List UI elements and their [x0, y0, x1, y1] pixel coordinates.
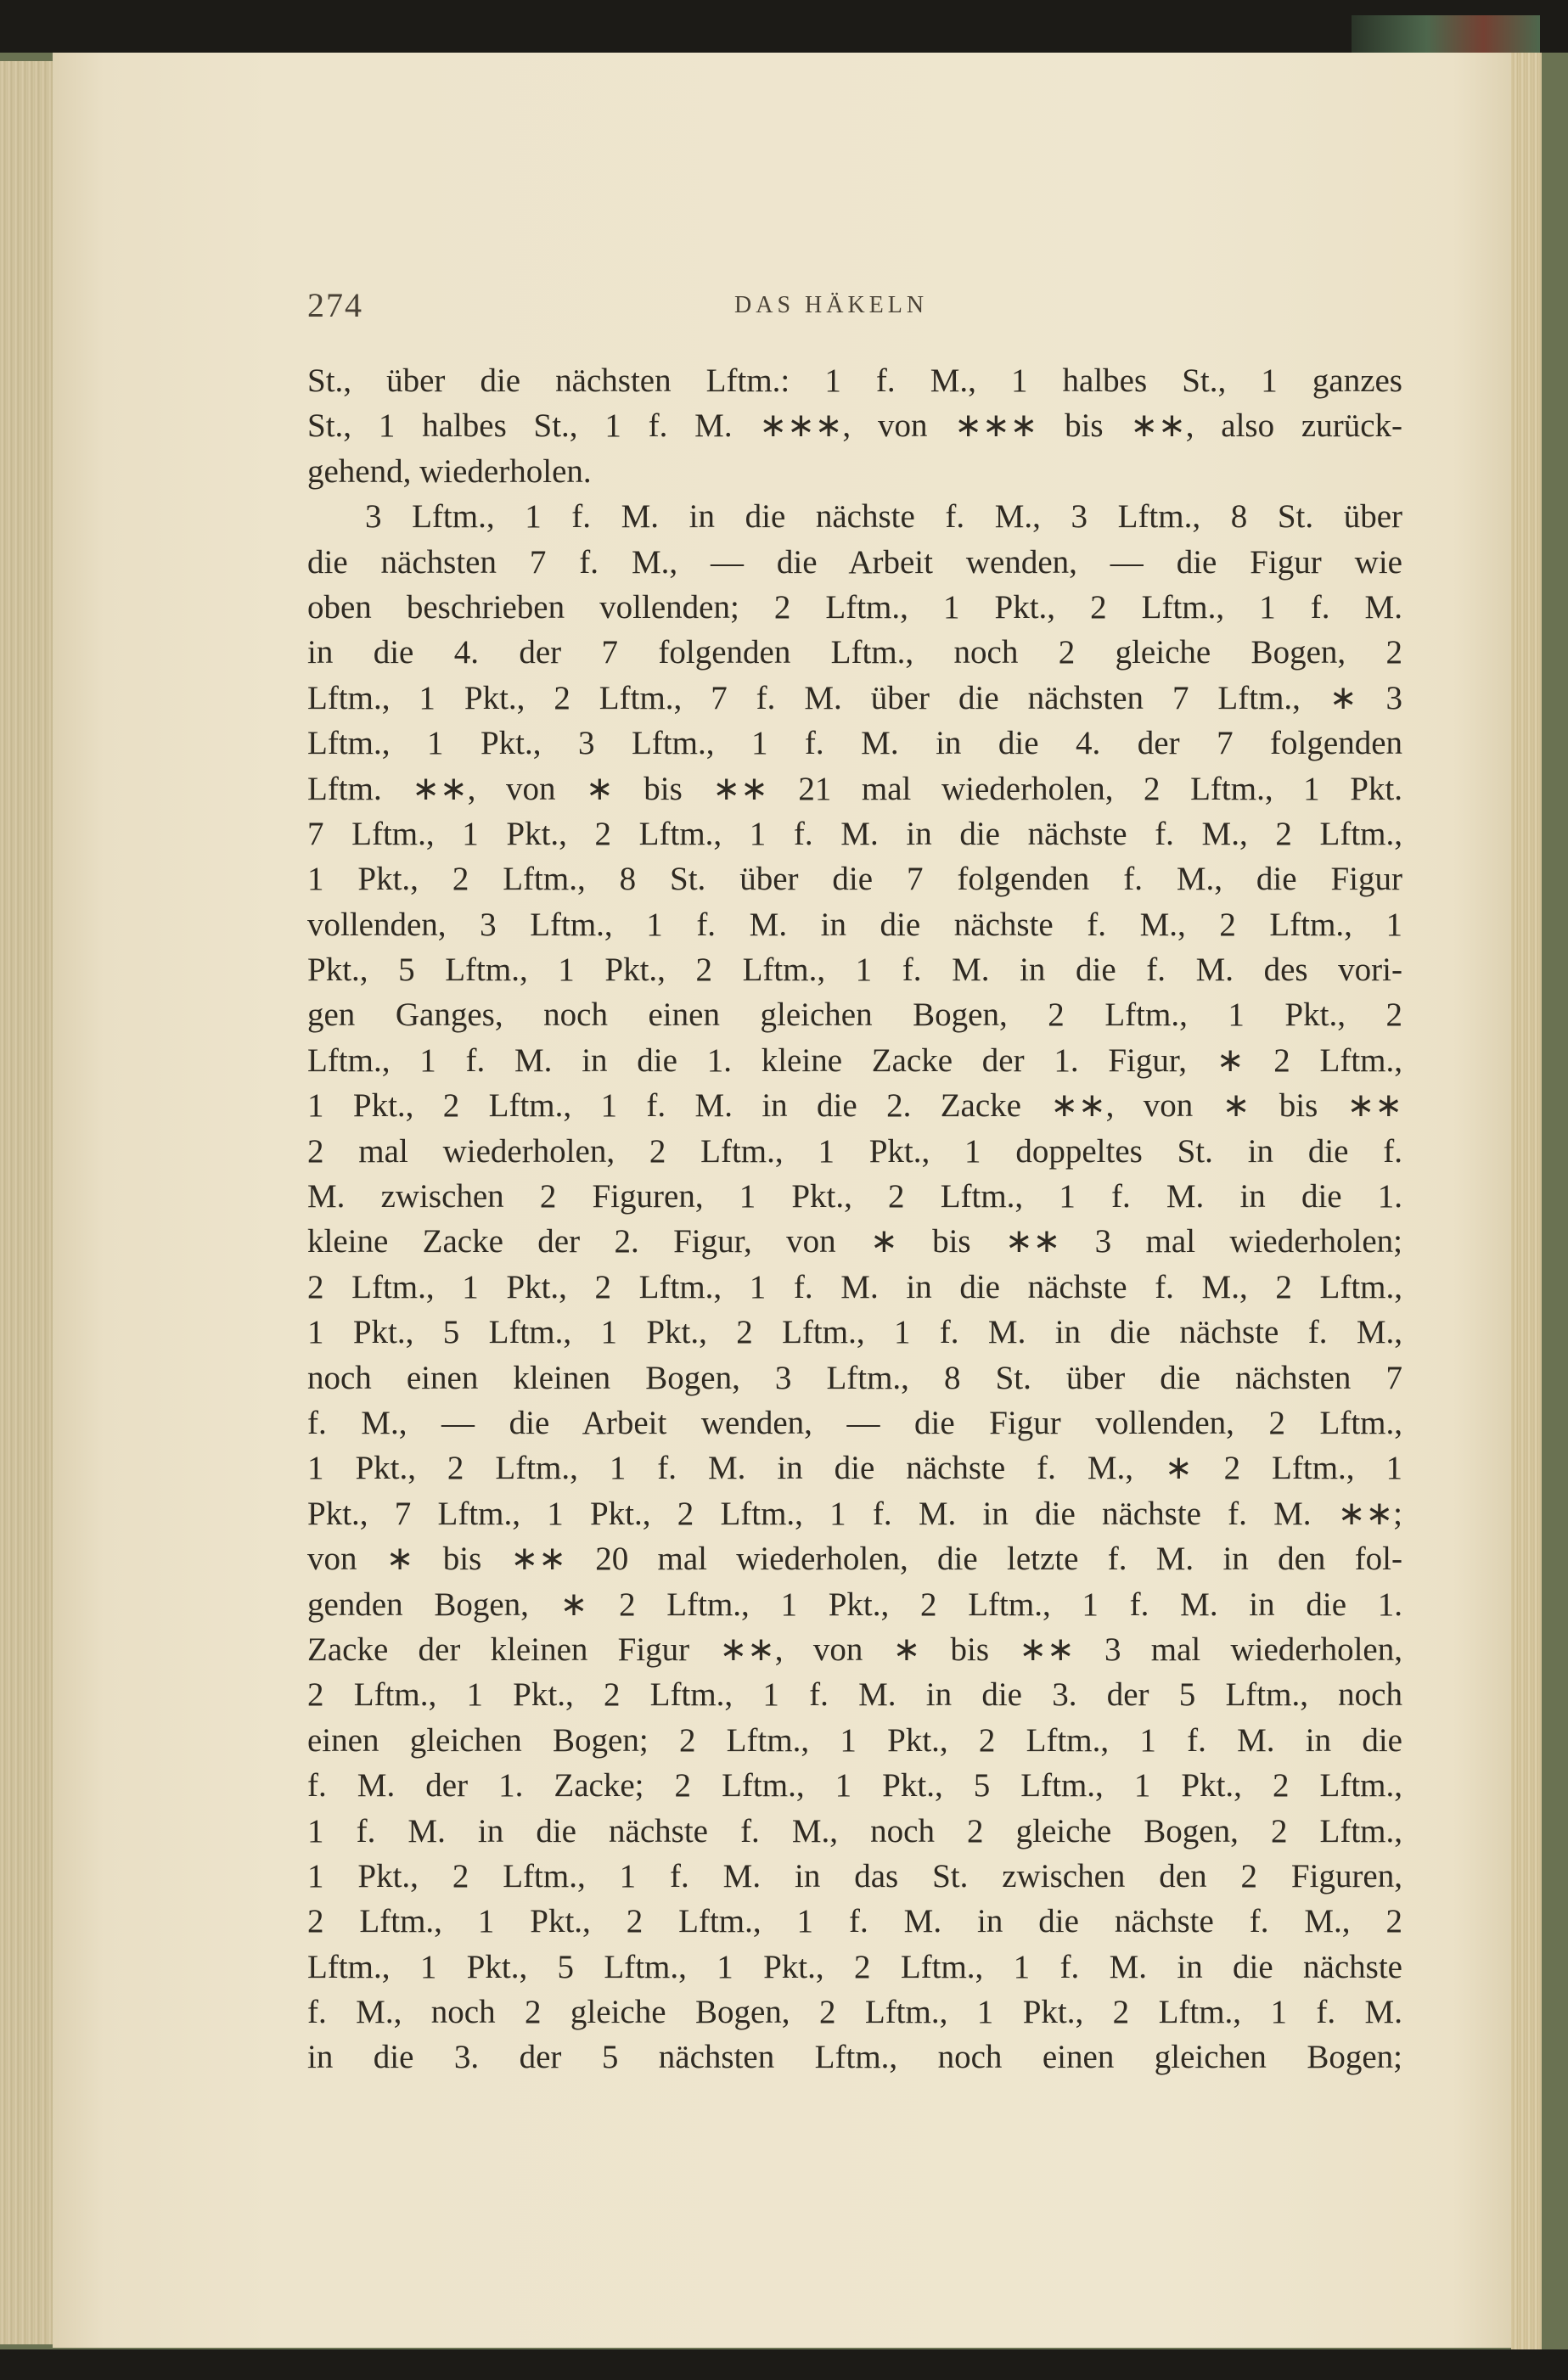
page-number: 274	[307, 286, 363, 324]
page-edges-left	[0, 61, 54, 2344]
text-line: Lftm., 1 Pkt., 2 Lftm., 7 f. M. über die nächsten 7 Lftm., ∗ 3	[307, 679, 1402, 716]
text-line: 2 Lftm., 1 Pkt., 2 Lftm., 1 f. M. in die 3. der 5 Lftm., noch	[307, 1676, 1402, 1714]
text-line: 2 Lftm., 1 Pkt., 2 Lftm., 1 f. M. in die nächste f. M., 2 Lftm.,	[307, 1268, 1402, 1305]
page-edges-right	[1511, 53, 1542, 2349]
running-head	[307, 280, 1411, 331]
text-line: f. M., — die Arbeit wenden, — die Figur vollenden, 2 Lftm.,	[307, 1404, 1402, 1441]
text-line: 2 Lftm., 1 Pkt., 2 Lftm., 1 f. M. in die nächste f. M., 2	[307, 1903, 1402, 1940]
text-line: Lftm., 1 f. M. in die 1. kleine Zacke der 1. Figur, ∗ 2 Lftm.,	[307, 1041, 1402, 1079]
running-title: DAS HÄKELN	[734, 292, 929, 318]
text-line: vollenden, 3 Lftm., 1 f. M. in die nächste f. M., 2 Lftm., 1	[307, 906, 1402, 943]
text-line: in die 3. der 5 nächsten Lftm., noch einen gleichen Bogen;	[307, 2039, 1402, 2076]
text-line: 1 f. M. in die nächste f. M., noch 2 gleiche Bogen, 2 Lftm.,	[307, 1812, 1402, 1850]
text-line: 1 Pkt., 2 Lftm., 1 f. M. in das St. zwischen den 2 Figuren,	[307, 1857, 1402, 1894]
text-line: 1 Pkt., 2 Lftm., 8 St. über die 7 folgenden f. M., die Figur	[307, 861, 1402, 898]
text-line: einen gleichen Bogen; 2 Lftm., 1 Pkt., 2 Lftm., 1 f. M. in die	[307, 1721, 1402, 1759]
text-line: 1 Pkt., 2 Lftm., 1 f. M. in die nächste f. M., ∗ 2 Lftm., 1	[307, 1450, 1402, 1487]
text-line: Lftm., 1 Pkt., 3 Lftm., 1 f. M. in die 4. der 7 folgenden	[307, 725, 1402, 762]
text-line: gehend, wiederholen.	[307, 452, 592, 490]
text-line: Zacke der kleinen Figur ∗∗, von ∗ bis ∗∗ 3 mal wiederholen,	[307, 1631, 1402, 1668]
text-line: oben beschrieben vollenden; 2 Lftm., 1 Pkt., 2 Lftm., 1 f. M.	[307, 588, 1402, 626]
text-line: 2 mal wiederholen, 2 Lftm., 1 Pkt., 1 doppeltes St. in die f.	[307, 1132, 1402, 1170]
text-line: genden Bogen, ∗ 2 Lftm., 1 Pkt., 2 Lftm., 1 f. M. in die 1.	[307, 1586, 1402, 1623]
text-line: kleine Zacke der 2. Figur, von ∗ bis ∗∗ 3 mal wiederholen;	[307, 1223, 1402, 1260]
body-text	[307, 358, 1402, 2080]
text-line: von ∗ bis ∗∗ 20 mal wiederholen, die letzte f. M. in den fol-	[307, 1541, 1402, 1578]
text-line: f. M., noch 2 gleiche Bogen, 2 Lftm., 1 Pkt., 2 Lftm., 1 f. M.	[307, 1994, 1402, 2031]
text-line: 7 Lftm., 1 Pkt., 2 Lftm., 1 f. M. in die nächste f. M., 2 Lftm.,	[307, 815, 1402, 852]
text-line: M. zwischen 2 Figuren, 1 Pkt., 2 Lftm., 1 f. M. in die 1.	[307, 1178, 1402, 1215]
text-line: Pkt., 5 Lftm., 1 Pkt., 2 Lftm., 1 f. M. in die f. M. des vori-	[307, 951, 1402, 989]
text-line: St., über die nächsten Lftm.: 1 f. M., 1 halbes St., 1 ganzes	[307, 362, 1402, 399]
text-line: noch einen kleinen Bogen, 3 Lftm., 8 St. über die nächsten 7	[307, 1359, 1402, 1396]
text-line: in die 4. der 7 folgenden Lftm., noch 2 gleiche Bogen, 2	[307, 634, 1402, 671]
text-line: St., 1 halbes St., 1 f. M. ∗∗∗, von ∗∗∗ bis ∗∗, also zurück-	[307, 407, 1402, 445]
text-line: 3 Lftm., 1 f. M. in die nächste f. M., 3 Lftm., 8 St. über	[365, 498, 1402, 536]
text-line: Lftm., 1 Pkt., 5 Lftm., 1 Pkt., 2 Lftm., 1 f. M. in die nächste	[307, 1948, 1402, 1985]
text-line: die nächsten 7 f. M., — die Arbeit wenden, — die Figur wie	[307, 543, 1402, 581]
bookmark-ribbon	[1352, 15, 1540, 53]
text-line: Lftm. ∗∗, von ∗ bis ∗∗ 21 mal wiederholen, 2 Lftm., 1 Pkt.	[307, 770, 1402, 807]
text-line: 1 Pkt., 5 Lftm., 1 Pkt., 2 Lftm., 1 f. M. in die nächste f. M.,	[307, 1314, 1402, 1351]
text-line: gen Ganges, noch einen gleichen Bogen, 2 Lftm., 1 Pkt., 2	[307, 996, 1402, 1034]
text-line: f. M. der 1. Zacke; 2 Lftm., 1 Pkt., 5 Lftm., 1 Pkt., 2 Lftm.,	[307, 1767, 1402, 1805]
text-line: 1 Pkt., 2 Lftm., 1 f. M. in die 2. Zacke ∗∗, von ∗ bis ∗∗	[307, 1087, 1402, 1125]
text-line: Pkt., 7 Lftm., 1 Pkt., 2 Lftm., 1 f. M. in die nächste f. M. ∗∗;	[307, 1495, 1402, 1532]
